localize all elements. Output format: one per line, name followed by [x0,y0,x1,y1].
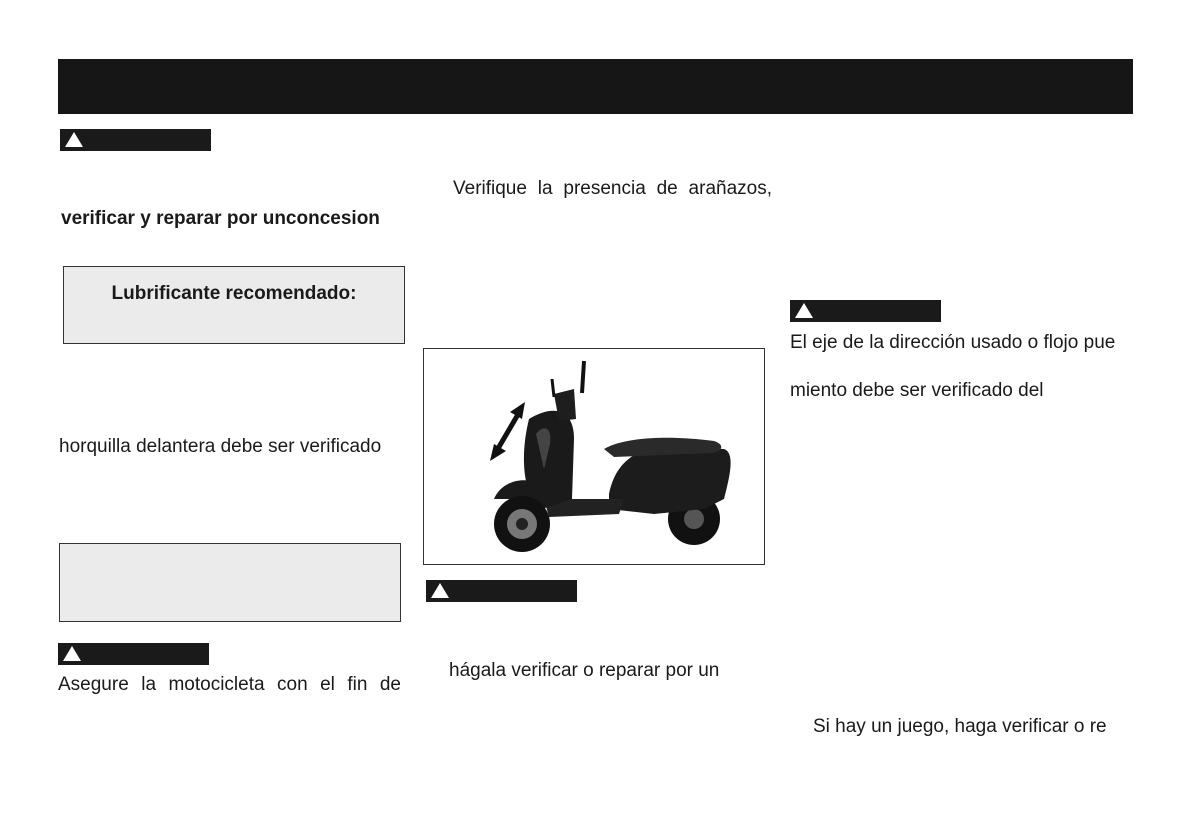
warning-label [60,129,211,151]
steering-axis-line: El eje de la dirección usado o flojo pue [790,332,1116,353]
scooter-illustration [424,349,764,564]
verify-line: hágala verificar o reparar por un [449,660,720,681]
warning-triangle-icon [430,582,450,599]
warning-label [426,580,577,602]
play-line: Si hay un juego, haga verificar o re [813,716,1107,737]
scratches-line: Verifique la presencia de arañazos, [453,178,772,199]
lubricant-box-title: Lubrificante recomendado: [111,283,357,304]
double-arrow-icon [490,402,525,461]
info-box [59,543,401,622]
fork-line: horquilla delantera debe ser verificado [59,436,382,457]
bearing-line: miento debe ser verificado del [790,380,1044,401]
warning-triangle-icon [62,645,82,662]
section-header-bar [58,59,1133,114]
scooter-figure [423,348,765,565]
warning-label [790,300,941,322]
secure-line: Asegure la motocicleta con el fin de [58,674,401,695]
repair-line: verificar y reparar por unconcesion [61,208,380,229]
warning-triangle-icon [794,302,814,319]
warning-triangle-icon [64,131,84,148]
lubricant-box [63,266,405,344]
warning-label [58,643,209,665]
